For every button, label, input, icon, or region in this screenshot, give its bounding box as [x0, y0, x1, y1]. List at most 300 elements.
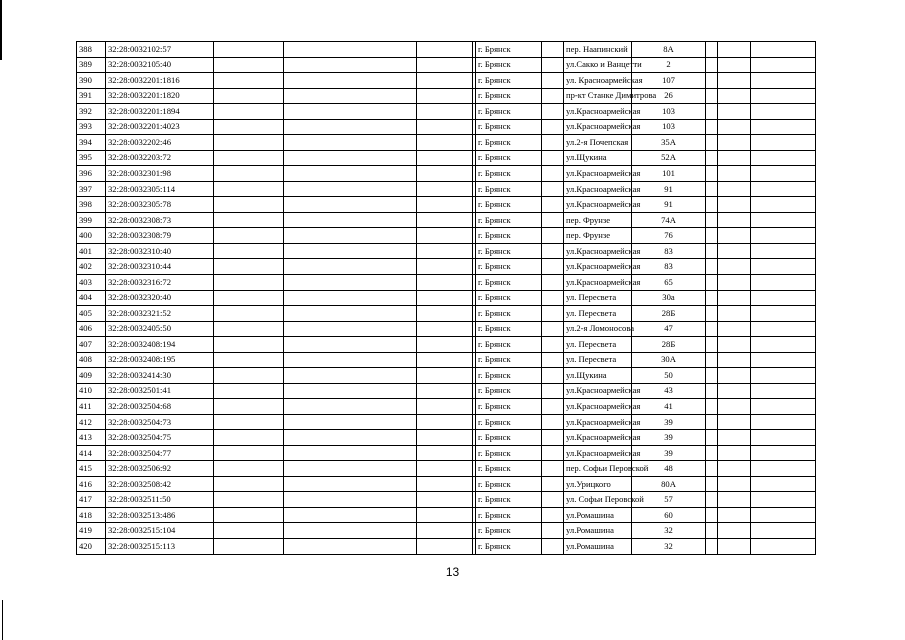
cell-city: г. Брянск [476, 539, 542, 555]
cell-empty [718, 73, 751, 89]
cell-empty [542, 119, 564, 135]
cell-empty [718, 507, 751, 523]
cell-street: ул. Софьи Перовской [564, 492, 632, 508]
cell-city: г. Брянск [476, 476, 542, 492]
cell-empty [718, 150, 751, 166]
cell-house: 101 [632, 166, 706, 182]
cell-empty [751, 290, 816, 306]
cell-num: 400 [77, 228, 106, 244]
cell-num: 418 [77, 507, 106, 523]
cell-empty [751, 181, 816, 197]
cell-empty [214, 445, 284, 461]
cell-city: г. Брянск [476, 523, 542, 539]
cell-empty [417, 368, 473, 384]
cell-empty [751, 274, 816, 290]
cell-empty [214, 321, 284, 337]
cell-house: 65 [632, 274, 706, 290]
cell-house: 91 [632, 197, 706, 213]
cell-empty [751, 399, 816, 415]
cell-empty [542, 212, 564, 228]
cell-empty [718, 88, 751, 104]
cell-empty [284, 399, 417, 415]
cell-empty [542, 321, 564, 337]
cell-empty [751, 321, 816, 337]
cell-empty [542, 430, 564, 446]
cell-street: ул. Пересвета [564, 306, 632, 322]
cell-num: 397 [77, 181, 106, 197]
cell-num: 396 [77, 166, 106, 182]
cell-empty [718, 259, 751, 275]
cell-empty [718, 104, 751, 120]
page-number: 13 [445, 565, 460, 579]
cell-city: г. Брянск [476, 274, 542, 290]
cell-empty [284, 150, 417, 166]
cell-empty [214, 507, 284, 523]
cell-empty [718, 461, 751, 477]
cell-empty [718, 414, 751, 430]
cell-empty [417, 523, 473, 539]
cell-cadastral: 32:28:0032511:50 [106, 492, 214, 508]
cell-empty [706, 73, 718, 89]
table-row [77, 73, 816, 89]
cell-empty [214, 212, 284, 228]
cell-empty [718, 523, 751, 539]
cell-city: г. Брянск [476, 57, 542, 73]
cell-empty [751, 368, 816, 384]
cell-city: г. Брянск [476, 507, 542, 523]
cell-num: 402 [77, 259, 106, 275]
cell-empty [706, 368, 718, 384]
cell-empty [214, 306, 284, 322]
cell-empty [542, 507, 564, 523]
cell-street: ул.Красноармейская [564, 119, 632, 135]
cell-house: 2 [632, 57, 706, 73]
table-row [77, 197, 816, 213]
cell-empty [542, 337, 564, 353]
cell-empty [284, 368, 417, 384]
cell-empty [417, 42, 473, 58]
cell-street: ул.Красноармейская [564, 399, 632, 415]
cell-house: 107 [632, 73, 706, 89]
cell-num: 409 [77, 368, 106, 384]
cell-city: г. Брянск [476, 150, 542, 166]
cell-cadastral: 32:28:0032515:104 [106, 523, 214, 539]
cell-empty [417, 290, 473, 306]
cell-street: ул.Красноармейская [564, 383, 632, 399]
cell-num: 404 [77, 290, 106, 306]
cell-num: 419 [77, 523, 106, 539]
cell-cadastral: 32:28:0032508:42 [106, 476, 214, 492]
cell-city: г. Брянск [476, 166, 542, 182]
cell-num: 415 [77, 461, 106, 477]
cell-empty [751, 42, 816, 58]
cell-empty [751, 539, 816, 555]
cell-num: 408 [77, 352, 106, 368]
cell-num: 399 [77, 212, 106, 228]
cell-city: г. Брянск [476, 414, 542, 430]
cell-street: ул.Ромашина [564, 539, 632, 555]
cell-empty [706, 507, 718, 523]
cell-empty [542, 383, 564, 399]
cell-empty [417, 135, 473, 151]
cell-empty [718, 430, 751, 446]
cell-street: ул.Щукина [564, 150, 632, 166]
cell-empty [718, 337, 751, 353]
cell-empty [284, 228, 417, 244]
cell-cadastral: 32:28:0032316:72 [106, 274, 214, 290]
cell-house: 39 [632, 445, 706, 461]
cell-empty [706, 414, 718, 430]
cell-num: 405 [77, 306, 106, 322]
cell-empty [718, 42, 751, 58]
cell-cadastral: 32:28:0032301:98 [106, 166, 214, 182]
table-row [77, 523, 816, 539]
cell-street: ул.Красноармейская [564, 259, 632, 275]
cell-empty [214, 399, 284, 415]
cell-house: 30А [632, 352, 706, 368]
cell-empty [718, 197, 751, 213]
cell-house: 76 [632, 228, 706, 244]
cell-empty [706, 135, 718, 151]
cell-cadastral: 32:28:0032201:1820 [106, 88, 214, 104]
table-row [77, 135, 816, 151]
cell-city: г. Брянск [476, 42, 542, 58]
table-row [77, 243, 816, 259]
cell-cadastral: 32:28:0032321:52 [106, 306, 214, 322]
cell-empty [751, 88, 816, 104]
cell-num: 420 [77, 539, 106, 555]
cell-empty [284, 259, 417, 275]
cell-empty [417, 337, 473, 353]
left-margin-rule [0, 0, 2, 60]
cell-empty [542, 228, 564, 244]
cell-empty [417, 492, 473, 508]
cell-city: г. Брянск [476, 352, 542, 368]
cell-house: 35А [632, 135, 706, 151]
cell-empty [706, 57, 718, 73]
table-row [77, 88, 816, 104]
cell-street: пер. Фрунзе [564, 228, 632, 244]
cell-street: ул.2-я Почепская [564, 135, 632, 151]
cell-city: г. Брянск [476, 212, 542, 228]
cell-empty [284, 274, 417, 290]
cell-city: г. Брянск [476, 119, 542, 135]
cell-cadastral: 32:28:0032310:44 [106, 259, 214, 275]
cell-empty [718, 119, 751, 135]
cell-empty [417, 119, 473, 135]
cell-street: ул.Красноармейская [564, 104, 632, 120]
cell-empty [706, 104, 718, 120]
cell-num: 413 [77, 430, 106, 446]
cell-num: 394 [77, 135, 106, 151]
table-row [77, 507, 816, 523]
cell-empty [214, 135, 284, 151]
cell-empty [417, 399, 473, 415]
cell-street: ул. Пересвета [564, 352, 632, 368]
cell-cadastral: 32:28:0032504:75 [106, 430, 214, 446]
cell-city: г. Брянск [476, 259, 542, 275]
cell-empty [718, 383, 751, 399]
cell-empty [417, 181, 473, 197]
cell-house: 28Б [632, 337, 706, 353]
cell-empty [284, 337, 417, 353]
cell-empty [718, 181, 751, 197]
cell-cadastral: 32:28:0032201:4023 [106, 119, 214, 135]
cell-empty [284, 197, 417, 213]
cell-empty [751, 150, 816, 166]
cell-empty [706, 290, 718, 306]
cell-empty [542, 290, 564, 306]
cell-empty [706, 42, 718, 58]
cell-city: г. Брянск [476, 430, 542, 446]
cell-empty [284, 507, 417, 523]
cell-empty [284, 430, 417, 446]
cell-num: 388 [77, 42, 106, 58]
cell-empty [751, 461, 816, 477]
cell-street: пер. Фрунзе [564, 212, 632, 228]
cell-empty [284, 445, 417, 461]
cell-empty [542, 399, 564, 415]
cell-street: пр-кт Станке Димитрова [564, 88, 632, 104]
cell-empty [542, 306, 564, 322]
cell-empty [284, 383, 417, 399]
cell-empty [718, 445, 751, 461]
cell-cadastral: 32:28:0032408:195 [106, 352, 214, 368]
cell-empty [214, 290, 284, 306]
cell-empty [214, 228, 284, 244]
cell-num: 391 [77, 88, 106, 104]
cell-empty [706, 306, 718, 322]
cell-empty [751, 104, 816, 120]
cell-empty [417, 57, 473, 73]
cell-cadastral: 32:28:0032308:79 [106, 228, 214, 244]
cell-empty [718, 274, 751, 290]
cell-empty [284, 181, 417, 197]
table-row [77, 104, 816, 120]
cell-empty [706, 492, 718, 508]
cell-empty [751, 73, 816, 89]
cell-num: 392 [77, 104, 106, 120]
cell-empty [751, 212, 816, 228]
cell-empty [718, 539, 751, 555]
table-row [77, 306, 816, 322]
table-row [77, 228, 816, 244]
cell-num: 411 [77, 399, 106, 415]
cell-empty [751, 414, 816, 430]
cell-empty [417, 507, 473, 523]
cell-empty [706, 523, 718, 539]
cell-empty [542, 57, 564, 73]
cell-empty [706, 337, 718, 353]
cell-cadastral: 32:28:0032305:114 [106, 181, 214, 197]
cell-empty [284, 42, 417, 58]
cell-empty [706, 445, 718, 461]
cell-house: 41 [632, 399, 706, 415]
cell-city: г. Брянск [476, 73, 542, 89]
cell-street: ул.2-я Ломоносова [564, 321, 632, 337]
table-body [77, 42, 816, 555]
cell-num: 393 [77, 119, 106, 135]
cell-empty [542, 476, 564, 492]
cell-street: ул. Красноармейская [564, 73, 632, 89]
cell-street: ул.Красноармейская [564, 445, 632, 461]
cell-street: ул.Красноармейская [564, 243, 632, 259]
cell-empty [706, 197, 718, 213]
cell-empty [706, 476, 718, 492]
cell-street: ул.Красноармейская [564, 197, 632, 213]
cell-cadastral: 32:28:0032102:57 [106, 42, 214, 58]
table-row [77, 414, 816, 430]
cell-city: г. Брянск [476, 368, 542, 384]
table-row [77, 150, 816, 166]
cell-empty [417, 461, 473, 477]
cell-empty [718, 57, 751, 73]
cell-city: г. Брянск [476, 290, 542, 306]
cell-street: ул.Щукина [564, 368, 632, 384]
cell-empty [417, 414, 473, 430]
table-row [77, 274, 816, 290]
cell-house: 91 [632, 181, 706, 197]
cell-empty [214, 492, 284, 508]
cell-empty [284, 73, 417, 89]
cell-street: ул. Пересвета [564, 337, 632, 353]
cell-empty [751, 306, 816, 322]
cell-empty [284, 243, 417, 259]
cell-empty [542, 539, 564, 555]
cell-empty [751, 119, 816, 135]
cell-street: ул.Урицкого [564, 476, 632, 492]
cell-empty [706, 352, 718, 368]
cell-empty [214, 181, 284, 197]
cell-num: 401 [77, 243, 106, 259]
cell-num: 390 [77, 73, 106, 89]
cell-num: 417 [77, 492, 106, 508]
table-row [77, 337, 816, 353]
cell-empty [542, 414, 564, 430]
table-row [77, 476, 816, 492]
cell-empty [751, 259, 816, 275]
cell-empty [214, 368, 284, 384]
cell-city: г. Брянск [476, 321, 542, 337]
cell-empty [706, 243, 718, 259]
cell-empty [542, 445, 564, 461]
cell-empty [284, 88, 417, 104]
cell-empty [751, 228, 816, 244]
cell-empty [706, 383, 718, 399]
cell-empty [284, 321, 417, 337]
cell-empty [214, 73, 284, 89]
cell-empty [417, 539, 473, 555]
cell-empty [417, 445, 473, 461]
cell-cadastral: 32:28:0032201:1894 [106, 104, 214, 120]
cell-num: 414 [77, 445, 106, 461]
cell-empty [284, 57, 417, 73]
table-row [77, 368, 816, 384]
cell-empty [542, 352, 564, 368]
cell-street: ул.Красноармейская [564, 166, 632, 182]
cell-empty [417, 150, 473, 166]
cell-house: 48 [632, 461, 706, 477]
cell-empty [542, 42, 564, 58]
cell-empty [284, 306, 417, 322]
cell-city: г. Брянск [476, 104, 542, 120]
cell-house: 57 [632, 492, 706, 508]
cell-empty [718, 228, 751, 244]
cell-city: г. Брянск [476, 228, 542, 244]
cell-empty [417, 259, 473, 275]
cell-empty [214, 243, 284, 259]
cell-empty [284, 119, 417, 135]
cell-empty [214, 104, 284, 120]
cell-house: 26 [632, 88, 706, 104]
cell-empty [284, 212, 417, 228]
cell-empty [214, 150, 284, 166]
cell-street: ул.Сакко и Ванцетти [564, 57, 632, 73]
cell-empty [751, 197, 816, 213]
cell-empty [417, 197, 473, 213]
cell-empty [751, 476, 816, 492]
cell-house: 39 [632, 430, 706, 446]
cell-city: г. Брянск [476, 197, 542, 213]
cell-empty [542, 150, 564, 166]
cell-house: 43 [632, 383, 706, 399]
cell-empty [751, 337, 816, 353]
cell-cadastral: 32:28:0032504:77 [106, 445, 214, 461]
cell-city: г. Брянск [476, 492, 542, 508]
cell-city: г. Брянск [476, 383, 542, 399]
cell-empty [718, 399, 751, 415]
cell-house: 103 [632, 119, 706, 135]
cell-city: г. Брянск [476, 337, 542, 353]
cell-empty [542, 243, 564, 259]
table-row [77, 181, 816, 197]
cell-empty [706, 181, 718, 197]
cell-city: г. Брянск [476, 135, 542, 151]
cell-cadastral: 32:28:0032504:68 [106, 399, 214, 415]
cell-city: г. Брянск [476, 181, 542, 197]
cell-empty [214, 337, 284, 353]
cell-empty [706, 274, 718, 290]
cell-house: 32 [632, 539, 706, 555]
left-margin-mark [2, 600, 3, 640]
cell-cadastral: 32:28:0032405:50 [106, 321, 214, 337]
cell-empty [542, 73, 564, 89]
cell-empty [417, 321, 473, 337]
cell-empty [284, 539, 417, 555]
cell-house: 39 [632, 414, 706, 430]
cell-cadastral: 32:28:0032501:41 [106, 383, 214, 399]
cell-empty [706, 119, 718, 135]
cell-empty [284, 135, 417, 151]
table-row [77, 290, 816, 306]
cell-empty [706, 259, 718, 275]
cell-empty [214, 166, 284, 182]
cell-empty [542, 104, 564, 120]
cell-cadastral: 32:28:0032105:40 [106, 57, 214, 73]
cell-empty [751, 507, 816, 523]
cell-empty [214, 539, 284, 555]
cell-empty [214, 383, 284, 399]
cell-empty [706, 212, 718, 228]
cell-empty [751, 430, 816, 446]
cell-empty [417, 104, 473, 120]
cell-empty [751, 135, 816, 151]
table-row [77, 166, 816, 182]
cell-house: 47 [632, 321, 706, 337]
cell-empty [214, 119, 284, 135]
cell-empty [542, 135, 564, 151]
cell-empty [417, 166, 473, 182]
